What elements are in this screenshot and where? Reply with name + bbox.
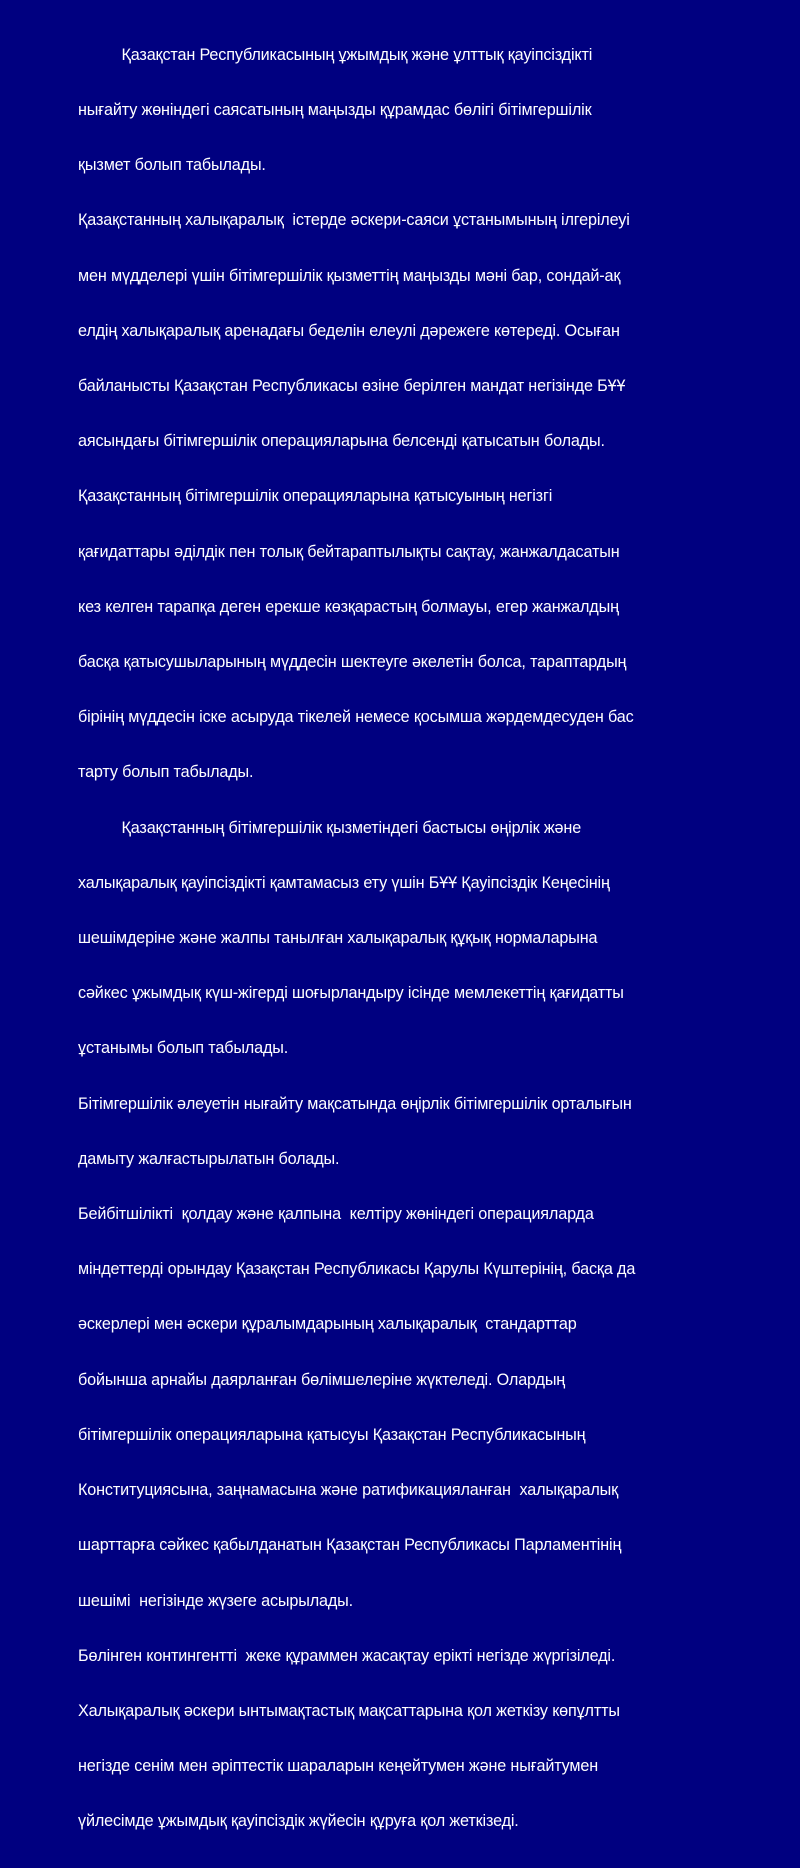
- text-line: шарттарға сәйкес қабылданатын Қазақстан Республикасы Парламентінің: [78, 1536, 622, 1555]
- text-line: Қазақстанның бітімгершілік операцияларына қатысуының негізгі: [78, 487, 553, 506]
- text-line: халықаралық қауіпсіздікті қамтамасыз ету үшін БҰҰ Қауіпсіздік Кеңесінің: [78, 873, 610, 892]
- text-line: міндеттерді орындау Қазақстан Республикасы Қарулы Күштерінің, басқа да: [78, 1260, 636, 1279]
- text-line: Бітімгершілік әлеуетін нығайту мақсатында өңірлік бітімгершілік орталығын: [78, 1094, 632, 1113]
- text-line: негізде сенім мен әріптестік шараларын кеңейтумен және нығайтумен: [78, 1757, 599, 1776]
- text-line: мен мүдделері үшін бітімгершілік қызметтің маңызды мәні бар, сондай-ақ: [78, 266, 621, 285]
- text-line: қағидаттары әділдік пен толық бейтараптылықты сақтау, жанжалдасатын: [78, 542, 620, 561]
- text-line: Халықаралық әскери ынтымақтастық мақсаттарына қол жеткізу көпұлтты: [78, 1701, 620, 1720]
- document-text: [78, 9, 790, 1868]
- text-line: Бөлінген контингентті жеке құраммен жасақтау ерікті негізде жүргізіледі.: [78, 1646, 616, 1665]
- text-line: басқа қатысушыларының мүддесін шектеуге әкелетін болса, тараптардың: [78, 653, 627, 672]
- text-line: үйлесімде ұжымдық қауіпсіздік жүйесін құруға қол жеткізеді.: [78, 1812, 519, 1831]
- text-line: аясындағы бітімгершілік операцияларына белсенді қатысатын болады.: [78, 432, 605, 451]
- text-line: сәйкес ұжымдық күш-жігерді шоғырландыру ісінде мемлекеттің қағидатты: [78, 984, 624, 1003]
- text-line: тарту болып табылады.: [78, 763, 254, 782]
- text-line: Бейбітшілікті қолдау және қалпына келтіру жөніндегі операцияларда: [78, 1205, 594, 1224]
- text-line: бірінің мүддесін іске асыруда тікелей немесе қосымша жәрдемдесуден бас: [78, 708, 634, 727]
- text-line: бойынша арнайы даярланған бөлімшелеріне жүктеледі. Олардың: [78, 1370, 566, 1389]
- text-line: кез келген тарапқа деген ерекше көзқарастың болмауы, егер жанжалдың: [78, 597, 619, 616]
- text-line: шешімі негізінде жүзеге асырылады.: [78, 1591, 353, 1610]
- text-line: шешімдеріне және жалпы танылған халықаралық құқық нормаларына: [78, 929, 598, 948]
- text-line: Қазақстанның халықаралық істерде әскери-саяси ұстанымының ілгерілеуі: [78, 211, 630, 230]
- text-line: әскерлері мен әскери құралымдарының халықаралық стандарттар: [78, 1315, 577, 1334]
- text-line: қызмет болып табылады.: [78, 156, 266, 175]
- text-line: дамыту жалғастырылатын болады.: [78, 1149, 340, 1168]
- text-line: ұстанымы болып табылады.: [78, 1039, 289, 1058]
- text-line: елдің халықаралық аренадағы беделін елеулі дәрежеге көтереді. Осыған: [78, 321, 620, 340]
- text-line: Қазақстан Республикасының ұжымдық және ұлттық қауіпсіздікті: [78, 45, 593, 64]
- text-line: Конституциясына, заңнамасына және ратификацияланған халықаралық: [78, 1481, 619, 1500]
- text-line: Қазақстанның бітімгершілік қызметіндегі бастысы өңірлік және: [78, 818, 582, 837]
- text-line: нығайту жөніндегі саясатының маңызды құрамдас бөлігі бітімгершілік: [78, 101, 592, 120]
- text-line: бітімгершілік операцияларына қатысуы Қазақстан Республикасының: [78, 1425, 586, 1444]
- text-line: байланысты Қазақстан Республикасы өзіне берілген мандат негізінде БҰҰ: [78, 377, 626, 396]
